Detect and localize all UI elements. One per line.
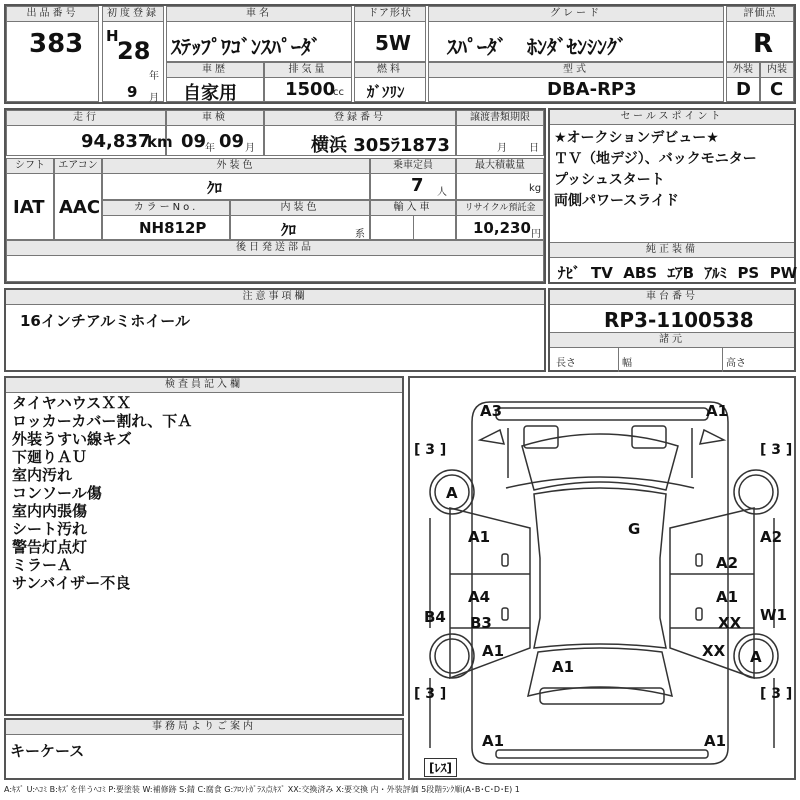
ac-label: エアコン [55,159,101,174]
width-label: 幅 [622,358,632,369]
recycle-fee: 10,230 [473,219,531,237]
transfer-month-unit: 月 [497,143,507,154]
color-no-cell [102,200,230,240]
inspector-item: 室内汚れ [12,466,73,484]
equipment-item: ｴｱB [667,264,695,282]
later-parts-label: 後日発送部品 [7,241,543,256]
mark-rear-right-wheel: A [750,648,762,666]
transfer-label: 譲渡書類期限 [457,111,543,126]
shift-label: シフト [7,159,53,174]
score-label: 評価点 [727,7,793,22]
equipment-item: ABS [623,264,658,282]
inspector-item: コンソール傷 [12,484,102,502]
chassis-label: 車台番号 [550,290,794,305]
mark-left-sill: B4 [424,608,446,626]
spare-tire-label: [ﾚｽ] [424,758,457,777]
height-label: 高さ [726,358,746,369]
inspector-item: 外装うすい線キズ [12,430,132,448]
legend-text: A:ｷｽﾞ U:ﾍｺﾐ B:ｷｽﾞを伴うﾍｺﾐ P:要塗装 W:補修跡 S:錆 C:腐食 G:ﾌﾛﾝﾄｶﾞﾗｽ点ｷｽﾞ XX:交換済み X:要交換 内・外装評価 5段階ﾗﾝｸ順(A･B･C･D･E) 1 [4,785,520,794]
door-type: 5W [375,31,411,55]
office-block [4,718,404,780]
max-load-unit: kg [529,183,542,194]
tire-tread-front-right: [ 3 ] [760,442,793,458]
dims-label: 諸元 [550,332,794,348]
history-cell [166,62,264,102]
displacement-unit: cc [333,87,344,98]
inspector-item: ミラーＡ [12,556,73,574]
car-diagram [410,378,794,778]
mileage-cell [6,110,173,156]
lot-number: 383 [29,29,84,59]
interior-cell [760,62,794,102]
exterior-cell [726,62,760,102]
mileage-unit: km [147,133,173,151]
equipment-item: PW [769,264,798,282]
mark-rear-bumper-right: A1 [704,732,727,750]
capacity-cell [370,158,456,200]
car-name-label: 車名 [167,7,351,22]
shift: IAT [13,197,45,218]
mark-right-sill: W1 [760,606,787,624]
inspector-item: シート汚れ [12,520,88,538]
mileage-label: 走行 [7,111,165,126]
ac: AAC [59,197,101,218]
door-cell [354,6,426,62]
chassis-block [548,288,796,372]
office-text: キーケース [10,742,85,760]
equipment-item: TV [590,264,613,282]
notes-text: 16インチアルミホイール [20,312,190,330]
car-diagram-block [408,376,796,780]
month-unit: 月 [149,93,159,104]
first-reg-label: 初度登録 [103,7,163,22]
max-load-label: 最大積載量 [457,159,543,174]
import-label: 輸入車 [371,201,455,216]
inspector-label: 検査員記入欄 [6,378,402,393]
plate-number: 横浜 305ﾗ1873 [311,135,450,156]
transfer-cell [456,110,544,156]
mark-front-right: A1 [706,402,729,420]
equipment-item: ﾅﾋﾞ [558,264,581,282]
tire-tread-rear-left: [ 3 ] [414,686,447,702]
inspector-item: 警告灯点灯 [12,538,88,556]
int-color: ｸﾛ [281,221,297,239]
int-color-unit: 系 [355,229,365,240]
car-name-cell [166,6,352,62]
model-label: 型式 [429,63,723,78]
sales-points-block [548,108,796,284]
mark-right-rear-door: A1 [716,588,739,606]
mark-left-quarter: A1 [482,642,505,660]
ext-color-label: 外装色 [103,159,369,174]
capacity-label: 乗車定員 [371,159,455,174]
mark-windshield: G [628,520,641,538]
inspector-block [4,376,404,716]
fuel-label: 燃料 [355,63,425,78]
inspector-item: 室内内張傷 [12,502,88,520]
inspector-item: 下廻りＡＵ [12,448,88,466]
fuel: ｶﾞｿﾘﾝ [367,83,405,101]
capacity: 7 [411,175,424,196]
shift-cell [6,158,54,240]
recycle-label: リサイクル預託金 [457,201,543,216]
plate-cell [264,110,456,156]
inspection-label: 車検 [167,111,263,126]
era: H [106,27,119,45]
score: R [753,29,774,59]
lot-cell [6,6,99,102]
inspection-cell [166,110,264,156]
sales-point-item: ★オークションデビュー★ [554,130,719,146]
fuel-cell [354,62,426,102]
ext-color: ｸﾛ [207,179,223,197]
displacement: 1500 [285,79,336,100]
inspector-item: タイヤハウスＸＸ [12,394,132,412]
reg-year: 28 [117,37,151,65]
inspection-month: 09 [219,131,245,152]
sales-points-label: セールスポイント [550,110,794,125]
mark-left-rocker: B3 [470,614,492,632]
year-unit: 年 [149,71,159,82]
mark-front-left-wheel: A [446,484,458,502]
mark-right-quarter: XX [702,642,726,660]
mark-right-rocker: XX [718,614,742,632]
equipment-item: ｱﾙﾐ [704,264,727,282]
inspector-item: ロッカーカバー割れ、下Ａ [12,412,193,430]
car-name: ｽﾃｯﾌﾟﾜｺﾞﾝｽﾊﾟｰﾀﾞ [171,35,321,59]
door-label: ドア形状 [355,7,425,22]
chassis-number: RP3-1100538 [604,308,754,332]
displacement-cell [264,62,352,102]
int-color-cell [230,200,370,240]
import-cell [370,200,456,240]
inspector-item: サンバイザー不良 [12,574,131,592]
sales-point-item: 両側パワースライド [554,193,679,209]
recycle-unit: 円 [531,229,541,240]
equipment-label: 純正装備 [550,242,794,258]
mark-rear-bumper-left: A1 [482,732,505,750]
capacity-unit: 人 [437,187,447,198]
int-color-label: 内装色 [231,201,369,216]
equipment-item: PS [737,264,760,282]
transfer-day-unit: 日 [529,143,539,154]
tire-tread-front-left: [ 3 ] [414,442,447,458]
tire-tread-rear-right: [ 3 ] [760,686,793,702]
history-label: 車歴 [167,63,263,78]
reg-month: 9 [127,83,138,101]
mark-rear-window: A1 [552,658,575,676]
lot-label: 出品番号 [7,7,98,22]
length-label: 長さ [556,358,576,369]
displacement-label: 排気量 [265,63,351,78]
plate-label: 登録番号 [265,111,455,126]
sales-point-item: プッシュスタート [554,172,665,188]
max-load-cell [456,158,544,200]
recycle-cell [456,200,544,240]
later-parts-cell [6,240,544,282]
grade: ｽﾊﾟｰﾀﾞ ﾎﾝﾀﾞｾﾝｼﾝｸﾞ [447,35,627,59]
score-cell [726,6,794,62]
history: 自家用 [183,83,237,104]
inspection-year: 09 [181,131,207,152]
inspection-year-unit: 年 [205,143,215,154]
office-label: 事務局よりご案内 [6,720,402,735]
mark-left-rear-door: A4 [468,588,491,606]
notes-label: 注意事項欄 [6,290,544,305]
inspection-month-unit: 月 [245,143,255,154]
color-no: NH812P [139,219,207,237]
mileage: 94,837 [81,131,151,152]
model: DBA-RP3 [547,79,637,100]
first-reg-cell [102,6,164,102]
exterior-label: 外装 [727,63,759,78]
model-cell [428,62,724,102]
exterior-score: D [736,79,751,100]
grade-label: グレード [429,7,723,22]
mark-right-front-door: A2 [716,554,739,572]
interior-label: 内装 [761,63,793,78]
notes-block [4,288,546,372]
mark-front-left: A3 [480,402,503,420]
grade-cell [428,6,724,62]
mark-right-fender: A2 [760,528,783,546]
color-no-label: カラーNo. [103,201,229,216]
sales-point-item: ＴＶ（地デジ）、バックモニター [554,151,757,167]
ac-cell [54,158,102,240]
ext-color-cell [102,158,370,200]
interior-score: C [770,79,784,100]
mark-left-front-door: A1 [468,528,491,546]
